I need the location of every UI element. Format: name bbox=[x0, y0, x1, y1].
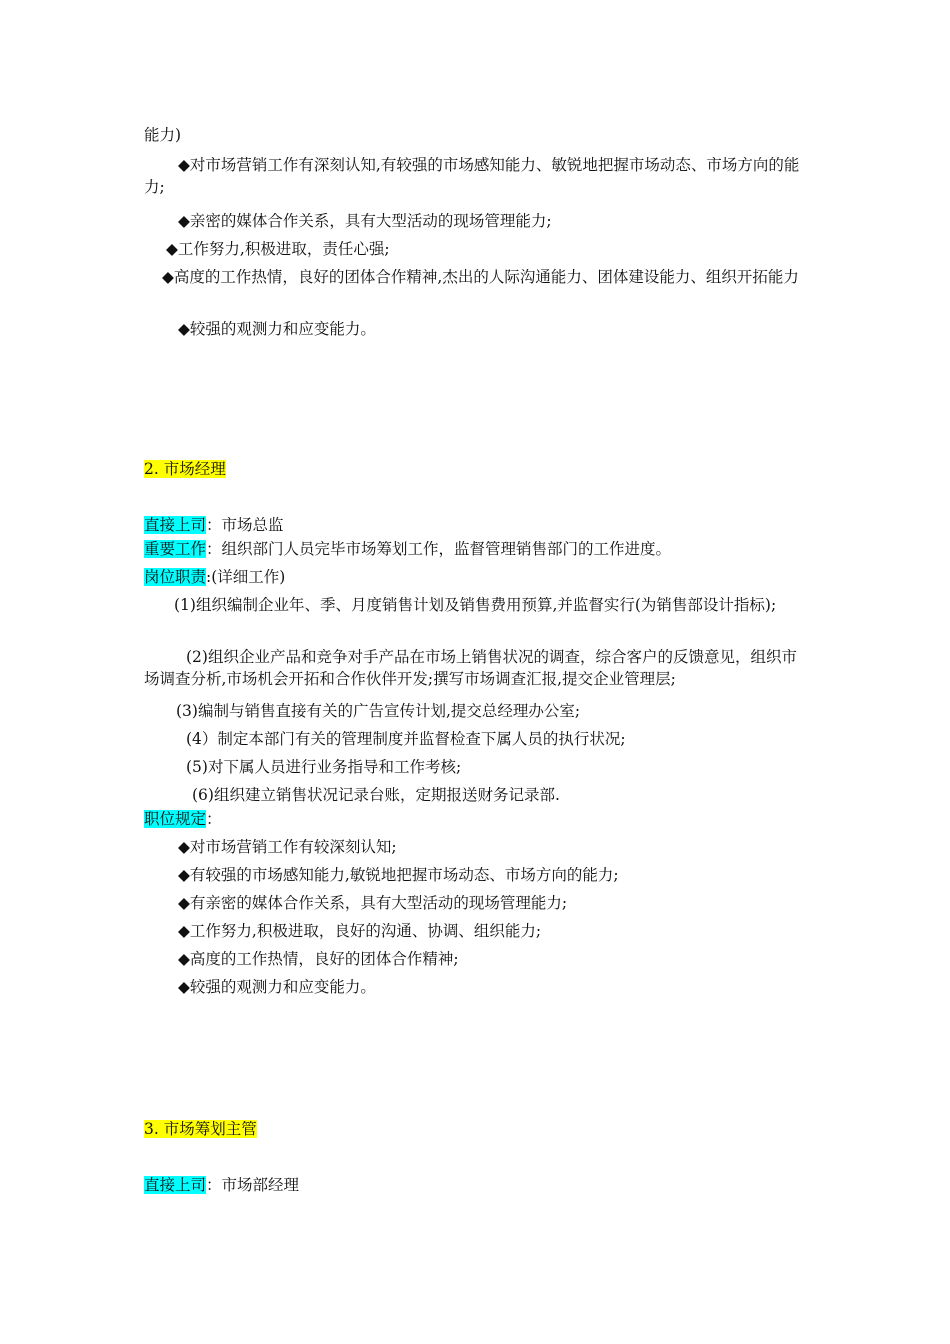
main-work-label: 重要工作 bbox=[144, 540, 207, 558]
duties-label: 岗位职责 bbox=[144, 568, 207, 586]
requirement-item: ◆高度的工作热情，良好的团体合作精神,杰出的人际沟通能力、团体建设能力、组织开拓能力 bbox=[162, 268, 799, 286]
supervisor-value: ：市场部经理 bbox=[206, 1176, 300, 1194]
requirements-line bbox=[144, 808, 810, 830]
section-heading bbox=[144, 1118, 810, 1140]
requirement-item: ◆有亲密的媒体合作关系，具有大型活动的现场管理能力; bbox=[178, 894, 568, 912]
duty-item: (1)组织编制企业年、季、月度销售计划及销售费用预算,并监督实行(为销售部设计指标); bbox=[174, 596, 777, 614]
supervisor-value: ：市场总监 bbox=[206, 516, 284, 534]
continuation-text: 能力) bbox=[144, 126, 182, 144]
requirement-item: ◆对市场营销工作有深刻认知,有较强的市场感知能力、敏锐地把握市场动态、市场方向的能力; bbox=[144, 156, 800, 196]
duties-line bbox=[144, 566, 810, 588]
supervisor-line bbox=[144, 1174, 810, 1196]
requirement-item: ◆有较强的市场感知能力,敏锐地把握市场动态、市场方向的能力; bbox=[178, 866, 619, 884]
duty-item: (5)对下属人员进行业务指导和工作考核; bbox=[186, 758, 462, 776]
section-heading-text: 2. 市场经理 bbox=[144, 460, 226, 478]
requirement-item: ◆工作努力,积极进取，责任心强; bbox=[166, 240, 390, 258]
requirements-label: 职位规定 bbox=[144, 810, 207, 828]
section-heading-text: 3. 市场筹划主管 bbox=[144, 1120, 257, 1138]
requirement-item: ◆工作努力,积极进取，良好的沟通、协调、组织能力; bbox=[178, 922, 542, 940]
requirement-item: ◆亲密的媒体合作关系，具有大型活动的现场管理能力; bbox=[178, 212, 552, 230]
duties-value: :(详细工作) bbox=[206, 568, 286, 586]
requirement-item: ◆较强的观测力和应变能力。 bbox=[178, 320, 376, 338]
requirement-item: ◆对市场营销工作有较深刻认知; bbox=[178, 838, 397, 856]
duty-item: (2)组织企业产品和竞争对手产品在市场上销售状况的调查，综合客户的反馈意见，组织市场调查分析,市场机会开拓和合作伙伴开发;撰写市场调查汇报,提交企业管理层; bbox=[144, 648, 797, 688]
supervisor-line bbox=[144, 514, 810, 536]
supervisor-label: 直接上司 bbox=[144, 1176, 207, 1194]
section-heading bbox=[144, 458, 810, 480]
duty-item: (6)组织建立销售状况记录台账，定期报送财务记录部. bbox=[192, 786, 560, 804]
requirement-item: ◆较强的观测力和应变能力。 bbox=[178, 978, 376, 996]
main-work-value: ：组织部门人员完毕市场筹划工作，监督管理销售部门的工作进度。 bbox=[206, 540, 672, 558]
requirements-value: ： bbox=[206, 810, 222, 828]
duty-item: (3)编制与销售直接有关的广告宣传计划,提交总经理办公室; bbox=[176, 702, 581, 720]
duty-item: (4）制定本部门有关的管理制度并监督检查下属人员的执行状况; bbox=[186, 730, 626, 748]
supervisor-label: 直接上司 bbox=[144, 516, 207, 534]
main-work-line bbox=[144, 538, 810, 560]
requirement-item: ◆高度的工作热情，良好的团体合作精神; bbox=[178, 950, 459, 968]
